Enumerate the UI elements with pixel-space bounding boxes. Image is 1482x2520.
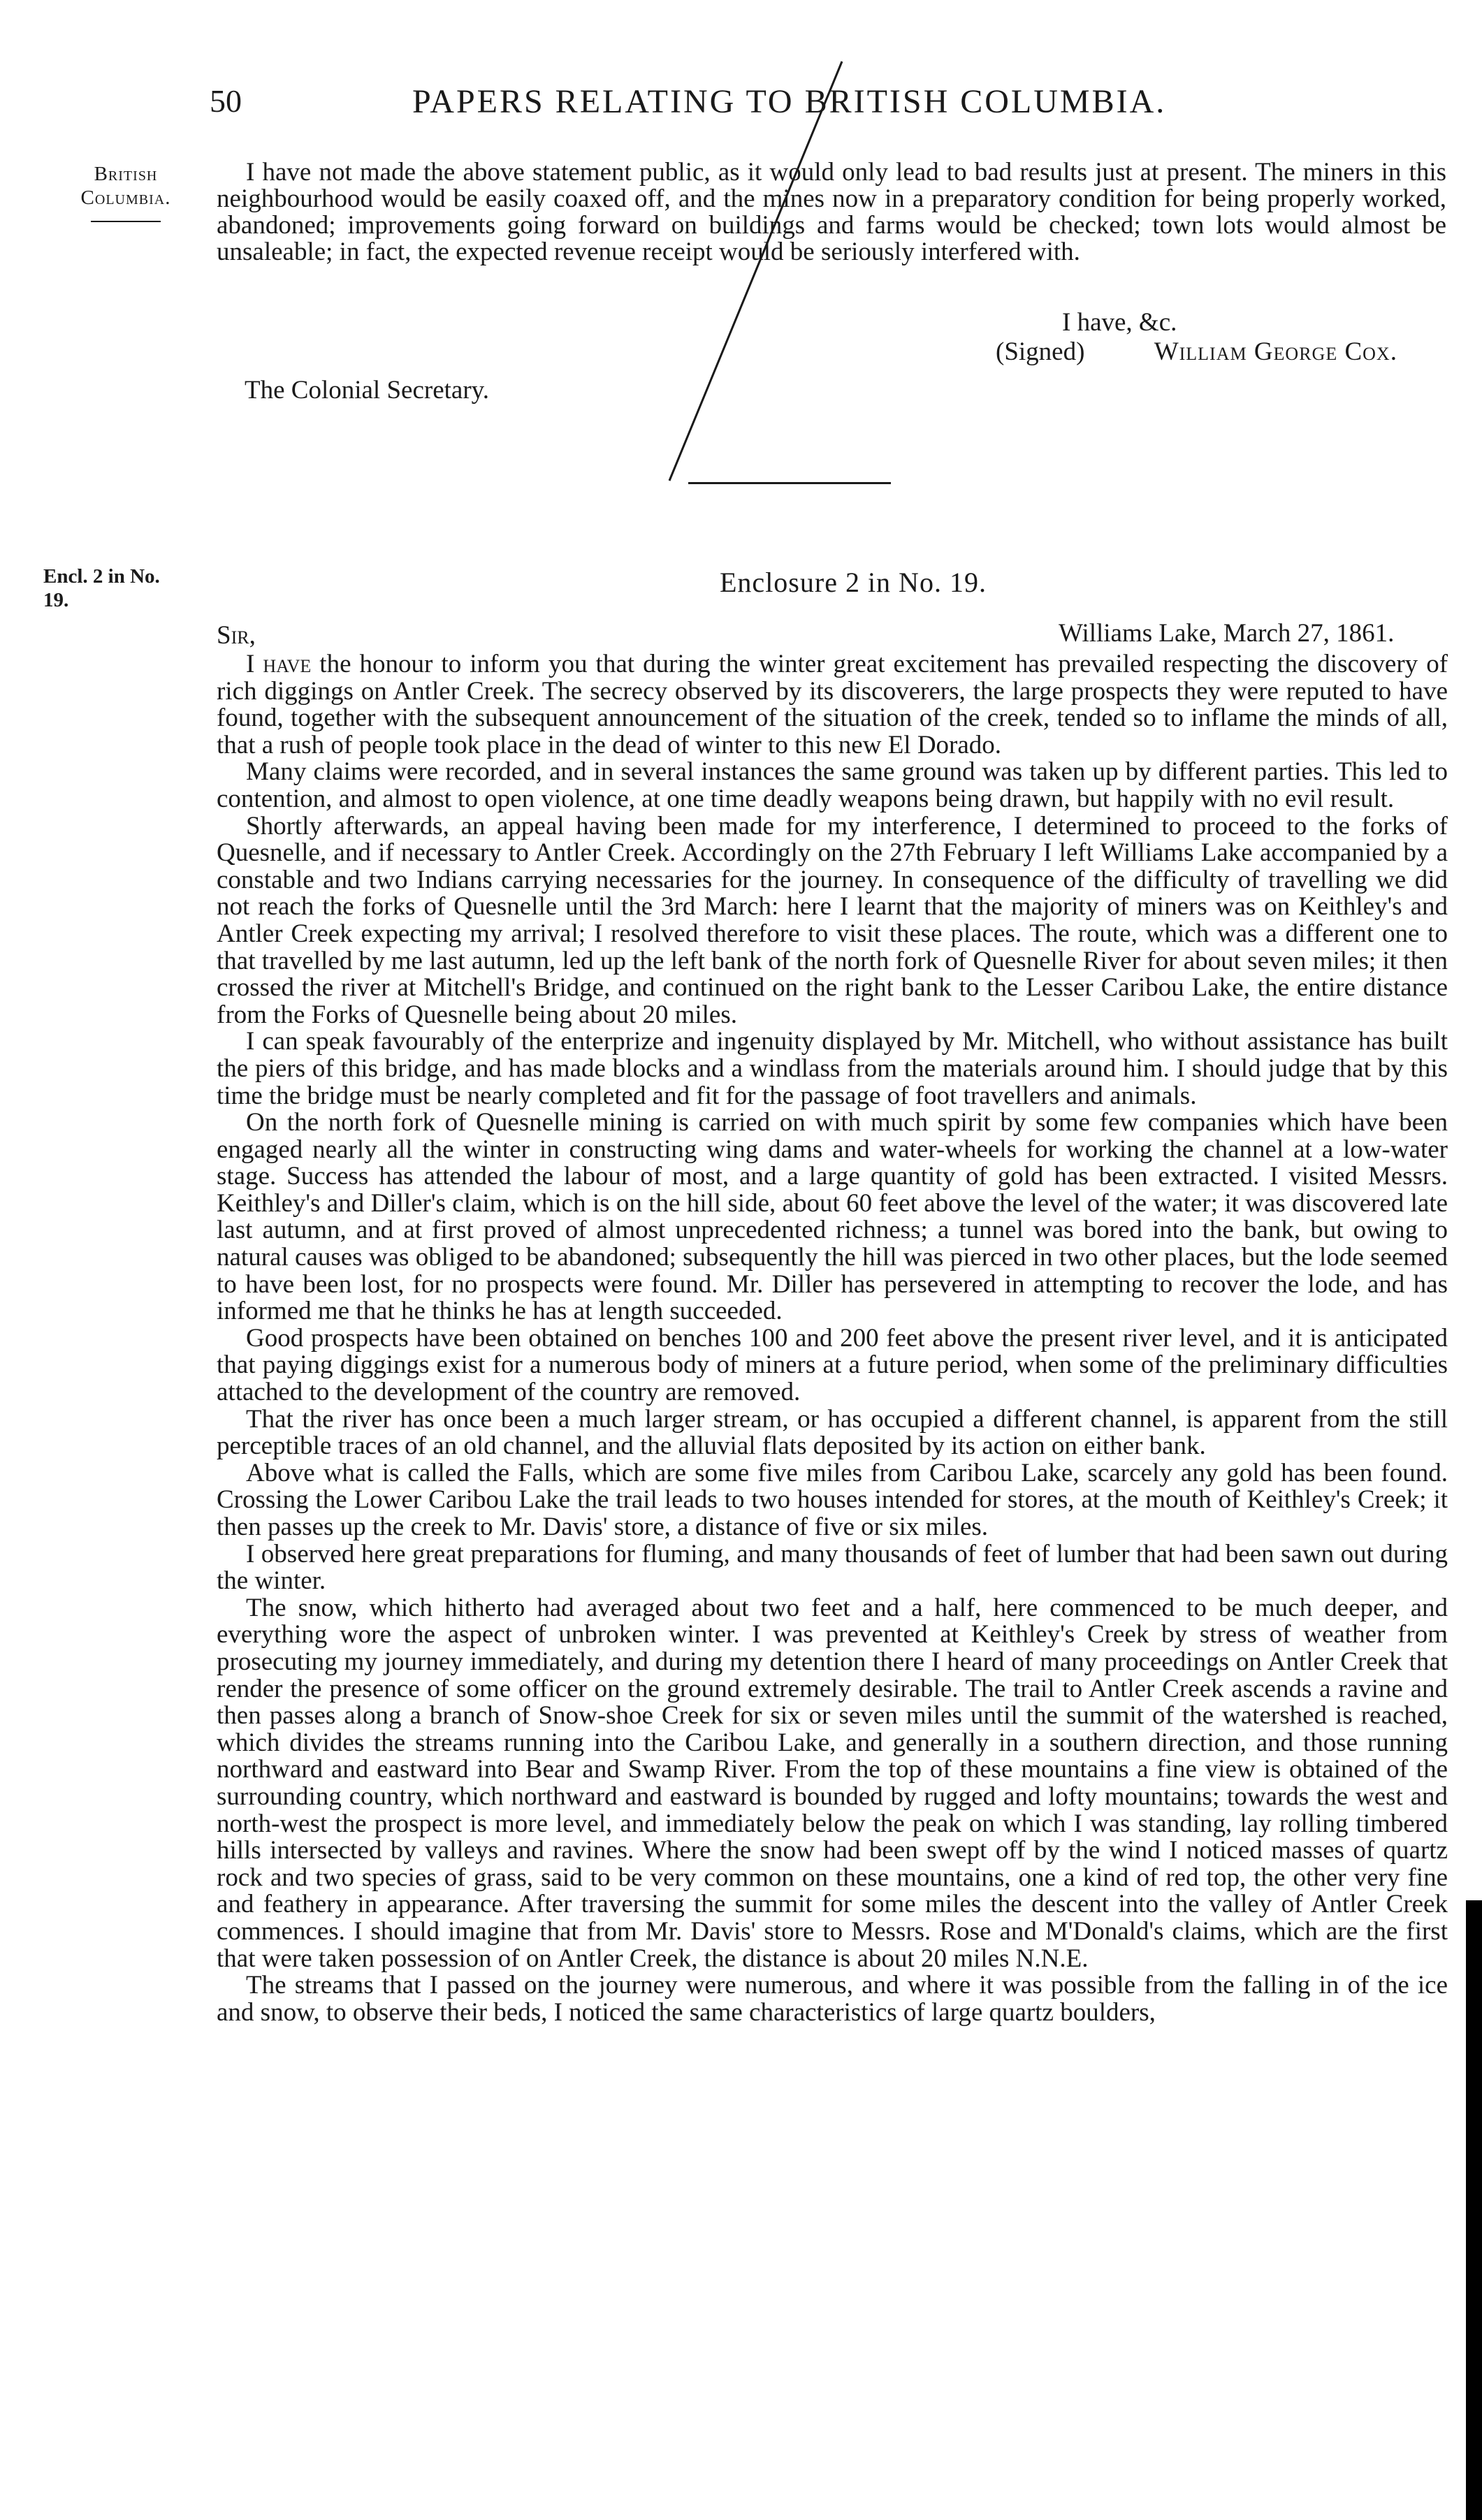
closing-line: I have, &c. xyxy=(1062,308,1177,337)
letter-paragraph: Shortly afterwards, an appeal having been made for my interference, I determined to proceed to the forks of Quesnelle, and if necessary to Antler Creek. Accordingly on the 27th February I left Williams Lake accompanied by a constable and two Indians carrying necessaries for the journey. In consequence of the difficulty of travelling we did not reach the forks of Quesnelle until the 3rd March: here I learnt that the majority of miners was on Keithley's and Antler Creek expecting my arrival; I resolved therefore to visit these places. The route, which was a different one to that travelled by me last autumn, led up the left bank of the north fork of Quesnelle River for about seven miles; it then crossed the river at Mitchell's Bridge, and continued on the right bank to the Lesser Caribou Lake, the entire distance from the Forks of Quesnelle being about 20 miles. xyxy=(217,811,1448,1029)
letter-paragraph: I can speak favourably of the enterprize and ingenuity displayed by Mr. Mitchell, who without assistance has built the piers of this bridge, and has made blocks and a windlass from the materials around him. I should judge that by this time the bridge must be nearly completed and fit for the passage of foot travellers and animals. xyxy=(217,1027,1448,1110)
cancellation-stroke xyxy=(0,0,1482,559)
letter-paragraph xyxy=(217,651,1448,759)
letter-paragraph: I observed here great preparations for fluming, and many thousands of feet of lumber that had been sawn out during the winter. xyxy=(217,1539,1448,1596)
letter-paragraph: Many claims were recorded, and in several instances the same ground was taken up by different parties. This led to contention, and almost to open violence, at one time deadly weapons being drawn, but happily with no evil result. xyxy=(217,757,1448,813)
letter-paragraph: That the river has once been a much larger stream, or has occupied a different channel, is apparent from the still perceptible traces of an old channel, and the alluvial flats deposited by its action on either bank. xyxy=(217,1404,1448,1461)
letter-paragraph: Above what is called the Falls, which are some five miles from Caribou Lake, scarcely any gold has been found. Crossing the Lower Caribou Lake the trail leads to two houses intended for stores, at the mouth of Keithley's Creek; it then passes up the creek to Mr. Davis' store, a distance of five or six miles. xyxy=(217,1458,1448,1541)
section-divider xyxy=(688,482,891,484)
enclosure-heading: Enclosure 2 in No. 19. xyxy=(720,567,987,598)
letter-paragraph: Good prospects have been obtained on benches 100 and 200 feet above the present river level, and it is anticipated that paying diggings exist for a numerous body of miners at a future period, when some of the preliminary difficulties attached to the development of the country are removed. xyxy=(217,1323,1448,1407)
margin-note-colony-text: British Columbia. xyxy=(80,163,171,209)
signed-label: (Signed) xyxy=(996,337,1085,366)
letter-paragraph: The snow, which hitherto had averaged about two feet and a half, here commenced to be much deeper, and everything wore the aspect of unbroken winter. I was prevented at Keithley's Creek by stress of weather from prosecuting my journey immediately, and during my detention there I heard of many proceedings on Antler Creek that render the presence of some officer on the ground extremely desirable. The trail to Antler Creek ascends a ravine and then passes along a branch of Snow-shoe Creek for six or seven miles until the summit of the watershed is reached, which divides the streams running into the Caribou Lake, and generally in a southern direction, and those running northward and eastward into Bear and Swamp River. From the top of these mountains a fine view is obtained of the surrounding country, which northward and eastward is bounded by rugged and lofty mountains; towards the west and north-west the prospect is more level, and immediately below the peak on which I was standing, lay rolling timbered hills intersected by valleys and ravines. Where the snow had been swept off by the wind I noticed masses of quartz rock and two species of grass, said to be very common on these mountains, one a kind of red top, the other very fine and feathery in appearance. After traversing the summit for some miles the descent into the valley of Antler Creek commences. I should imagine that from Mr. Davis' store to Messrs. Rose and M'Donald's claims, which are the first that were taken possession of on Antler Creek, the distance is about 20 miles N.N.E. xyxy=(217,1593,1448,1973)
enclosure-letter-body xyxy=(217,651,1448,2026)
recipient-line: The Colonial Secretary. xyxy=(245,376,490,405)
page-number: 50 xyxy=(210,83,242,119)
salutation: Sir, xyxy=(217,621,256,650)
signature-name: William George Cox. xyxy=(1154,337,1397,366)
running-title: PAPERS RELATING TO BRITISH COLUMBIA. xyxy=(412,83,1167,120)
margin-note-enclosure: Encl. 2 in No. 19. xyxy=(43,565,160,611)
dateline: Williams Lake, March 27, 1861. xyxy=(1059,619,1395,648)
letter-paragraph: The streams that I passed on the journey were numerous, and where it was possible from the falling in of the ice and snow, to observe their beds, I noticed the same characteristics of large quartz boulders, xyxy=(217,1971,1448,2027)
letter-paragraph: On the north fork of Quesnelle mining is carried on with much spirit by some few companies which have been engaged nearly all the winter in constructing wing dams and water-wheels for working the channel at a low-water stage. Success has attended the labour of most, and a large quantity of gold has been extracted. I visited Messrs. Keithley's and Diller's claim, which is on the hill side, about 60 feet above the level of the water; it was discovered late last autumn, and at first proved of almost unprecedented richness; a tunnel was bored into the bank, but owing to natural causes was obliged to be abandoned; subsequently the hill was pierced in two other places, but the lode seemed to have been lost, for no prospects were found. Mr. Diller has persevered in attempting to recover the lode, and has informed me that he thinks he has at length succeeded. xyxy=(217,1108,1448,1326)
first-letter-paragraph: I have not made the above statement public, as it would only lead to bad results just at present. The miners in this neighbourhood would be easily coaxed off, and the mines now in a preparatory condition for being properly worked, abandoned; improvements going forward on buildings and farms would be checked; town lots would almost be unsaleable; in fact, the expected revenue receipt would be seriously interfered with. xyxy=(217,158,1446,266)
scan-edge-shadow xyxy=(1466,1900,1482,2520)
letter-paragraph-text: the honour to inform you that during the winter great excitement has prevailed respecting the discovery of rich diggings on Antler Creek. The secrecy observed by its discoverers, the large prospects they were reputed to have found, together with the subsequent announcement of the situation of the creek, tended so to inflame the minds of all, that a rush of people took place in the dead of winter to this new El Dorado. xyxy=(217,650,1448,759)
opening-word: I have xyxy=(246,650,312,678)
